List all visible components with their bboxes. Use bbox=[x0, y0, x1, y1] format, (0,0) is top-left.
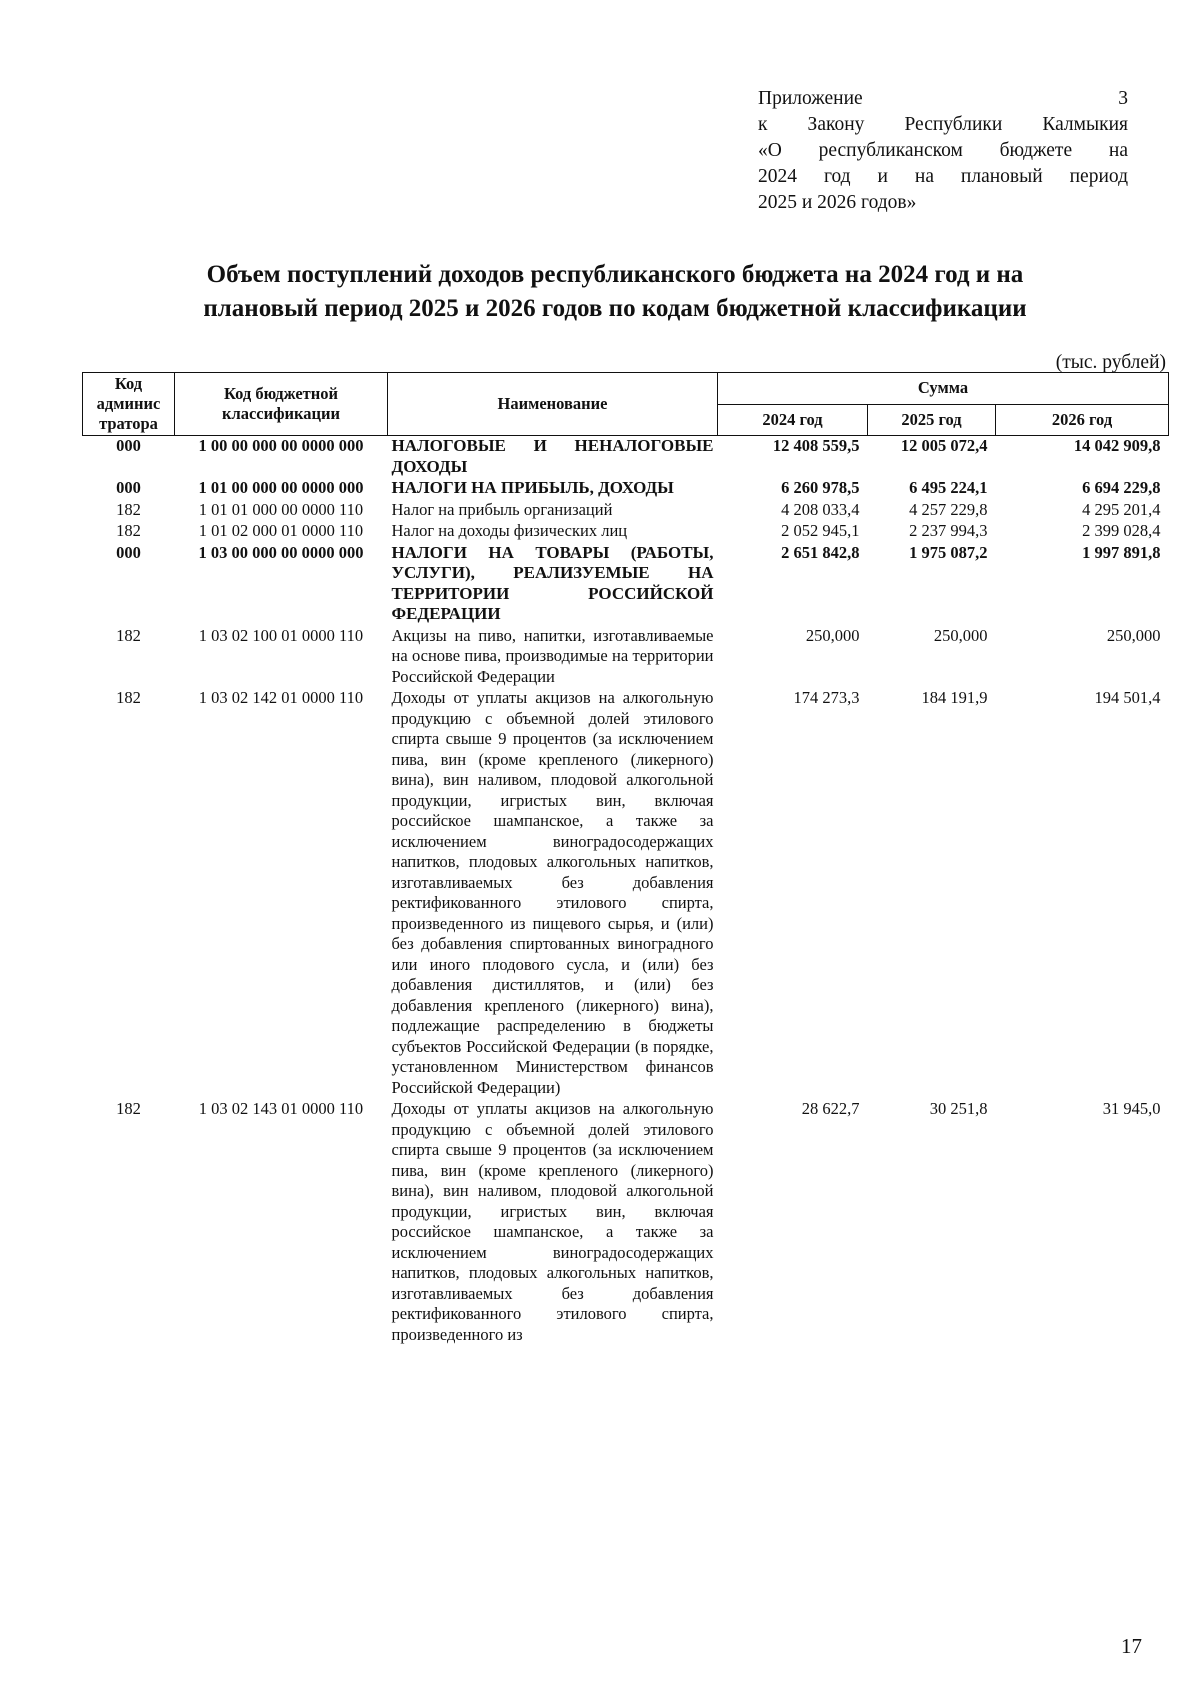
admin-code-cell: 182 bbox=[116, 499, 141, 519]
header-year-2024: 2024 год bbox=[718, 404, 868, 436]
amount-2024-cell: 250,000 bbox=[805, 625, 860, 645]
amount-2026-cell: 4 295 201,4 bbox=[1082, 499, 1161, 519]
budget-code-cell: 1 03 00 000 00 0000 000 bbox=[198, 542, 364, 562]
amount-2025-cell: 30 251,8 bbox=[929, 1099, 988, 1118]
header-year-2026: 2026 год bbox=[996, 404, 1169, 436]
amount-2026-cell: 14 042 909,8 bbox=[1073, 436, 1161, 455]
table-row bbox=[83, 521, 1169, 543]
table-row bbox=[83, 500, 1169, 522]
name-cell: Налог на прибыль организаций bbox=[391, 499, 613, 519]
amount-2025-cell: 12 005 072,4 bbox=[900, 436, 988, 455]
name-cell: Доходы от уплаты акцизов на алкогольную продукцию с объемной долей этилового спирта свыше 9 процентов (за исключением пива, вин (кроме крепленого (ликерного) вина), вин наливом, плодовой алкогольной продукции, игристых вин, включая российское шампанское, а также за исключением виноградосодержащих напитков, плодовых алкогольных напитков, изготавливаемых без добавления ректификованного этилового спирта, произведенного из bbox=[391, 1099, 714, 1344]
amount-2025-cell: 250,000 bbox=[933, 625, 988, 645]
budget-code-cell: 1 01 00 000 00 0000 000 bbox=[198, 478, 364, 497]
budget-code-cell: 1 03 02 143 01 0000 110 bbox=[198, 1099, 364, 1118]
admin-code-cell: 182 bbox=[116, 521, 141, 540]
budget-code-cell: 1 01 01 000 00 0000 110 bbox=[198, 499, 364, 519]
admin-code-cell: 000 bbox=[116, 436, 141, 455]
admin-code-cell: 000 bbox=[116, 542, 141, 562]
admin-code-cell: 182 bbox=[116, 688, 141, 707]
amount-2024-cell: 2 651 842,8 bbox=[781, 542, 860, 562]
appendix-line: Приложение 3 bbox=[758, 88, 1128, 109]
amount-2025-cell: 1 975 087,2 bbox=[909, 542, 988, 562]
amount-2025-cell: 6 495 224,1 bbox=[909, 478, 988, 497]
revenue-table bbox=[82, 372, 1169, 1346]
amount-2026-cell: 250,000 bbox=[1106, 625, 1161, 645]
budget-code-cell: 1 01 02 000 01 0000 110 bbox=[198, 521, 364, 540]
amount-2025-cell: 184 191,9 bbox=[921, 688, 988, 707]
amount-2026-cell: 6 694 229,8 bbox=[1082, 478, 1161, 497]
header-sum: Сумма bbox=[718, 373, 1169, 405]
appendix-line: к Закону Республики Калмыкия bbox=[758, 114, 1128, 135]
name-cell: Доходы от уплаты акцизов на алкогольную продукцию с объемной долей этилового спирта свыше 9 процентов (за исключением пива, вин (кроме крепленого (ликерного) вина), вин наливом, плодовой алкогольной продукции, игристых вин, включая российское шампанское, а также за исключением виноградосодержащих напитков, плодовых алкогольных напитков, изготавливаемых без добавления ректификованного этилового спирта, произведенного из пищевого сырья, и (или) без добавления спиртованных виноградного или иного плодового сусла, и (или) без добавления дистиллятов, и (или) без добавления крепленого (ликерного) вина), подлежащие распределению в бюджеты субъектов Российской Федерации (в порядке, установленном Министерством финансов Российской Федерации) bbox=[391, 688, 714, 1097]
amount-2024-cell: 6 260 978,5 bbox=[781, 478, 860, 497]
amount-2025-cell: 2 237 994,3 bbox=[909, 521, 988, 540]
appendix-line: 2025 и 2026 годов» bbox=[758, 192, 917, 213]
table-row bbox=[83, 626, 1169, 689]
admin-code-cell: 000 bbox=[116, 478, 141, 497]
header-admin-code: Код админис тратора bbox=[83, 373, 175, 436]
amount-2026-cell: 194 501,4 bbox=[1094, 688, 1161, 707]
appendix-reference bbox=[758, 86, 1128, 216]
name-cell: НАЛОГИ НА ПРИБЫЛЬ, ДОХОДЫ bbox=[391, 478, 674, 497]
appendix-line: 2024 год и на плановый период bbox=[758, 166, 1128, 187]
budget-code-cell: 1 00 00 000 00 0000 000 bbox=[198, 436, 364, 455]
title-line: плановый период 2025 и 2026 годов по кодам бюджетной классификации bbox=[203, 295, 1027, 322]
amount-2025-cell: 4 257 229,8 bbox=[909, 499, 988, 519]
amount-2026-cell: 2 399 028,4 bbox=[1082, 521, 1161, 540]
title-line: Объем поступлений доходов республиканского бюджета на 2024 год и на bbox=[206, 261, 1024, 288]
amount-2024-cell: 4 208 033,4 bbox=[781, 499, 860, 519]
amount-2024-cell: 174 273,3 bbox=[793, 688, 860, 707]
name-cell: НАЛОГОВЫЕ И НЕНАЛОГОВЫЕ ДОХОДЫ bbox=[391, 436, 714, 476]
budget-code-cell: 1 03 02 142 01 0000 110 bbox=[198, 688, 364, 707]
header-budget-code: Код бюджетной классификации bbox=[175, 373, 388, 436]
header-name: Наименование bbox=[388, 373, 718, 436]
header-year-2025: 2025 год bbox=[868, 404, 996, 436]
admin-code-cell: 182 bbox=[116, 625, 141, 645]
amount-2024-cell: 12 408 559,5 bbox=[772, 436, 860, 455]
admin-code-cell: 182 bbox=[116, 1099, 141, 1118]
amount-2024-cell: 2 052 945,1 bbox=[781, 521, 860, 540]
appendix-line: «О республиканском бюджете на bbox=[758, 140, 1128, 161]
amount-2024-cell: 28 622,7 bbox=[801, 1099, 860, 1118]
units-label: (тыс. рублей) bbox=[1055, 352, 1166, 373]
name-cell: НАЛОГИ НА ТОВАРЫ (РАБОТЫ, УСЛУГИ), РЕАЛИЗУЕМЫЕ НА ТЕРРИТОРИИ РОССИЙСКОЙ ФЕДЕРАЦИИ bbox=[391, 542, 714, 623]
table-row bbox=[83, 1099, 1169, 1346]
amount-2026-cell: 1 997 891,8 bbox=[1082, 542, 1161, 562]
page-number: 17 bbox=[1121, 1634, 1142, 1658]
table-row bbox=[83, 436, 1169, 479]
table-row bbox=[83, 543, 1169, 626]
document-title bbox=[150, 258, 1080, 326]
amount-2026-cell: 31 945,0 bbox=[1102, 1099, 1161, 1118]
budget-code-cell: 1 03 02 100 01 0000 110 bbox=[198, 625, 364, 645]
name-cell: Акцизы на пиво, напитки, изготавливаемые на основе пива, производимые на территории Российской Федерации bbox=[391, 625, 714, 686]
table-row bbox=[83, 478, 1169, 500]
name-cell: Налог на доходы физических лиц bbox=[391, 521, 628, 540]
table-row bbox=[83, 688, 1169, 1099]
